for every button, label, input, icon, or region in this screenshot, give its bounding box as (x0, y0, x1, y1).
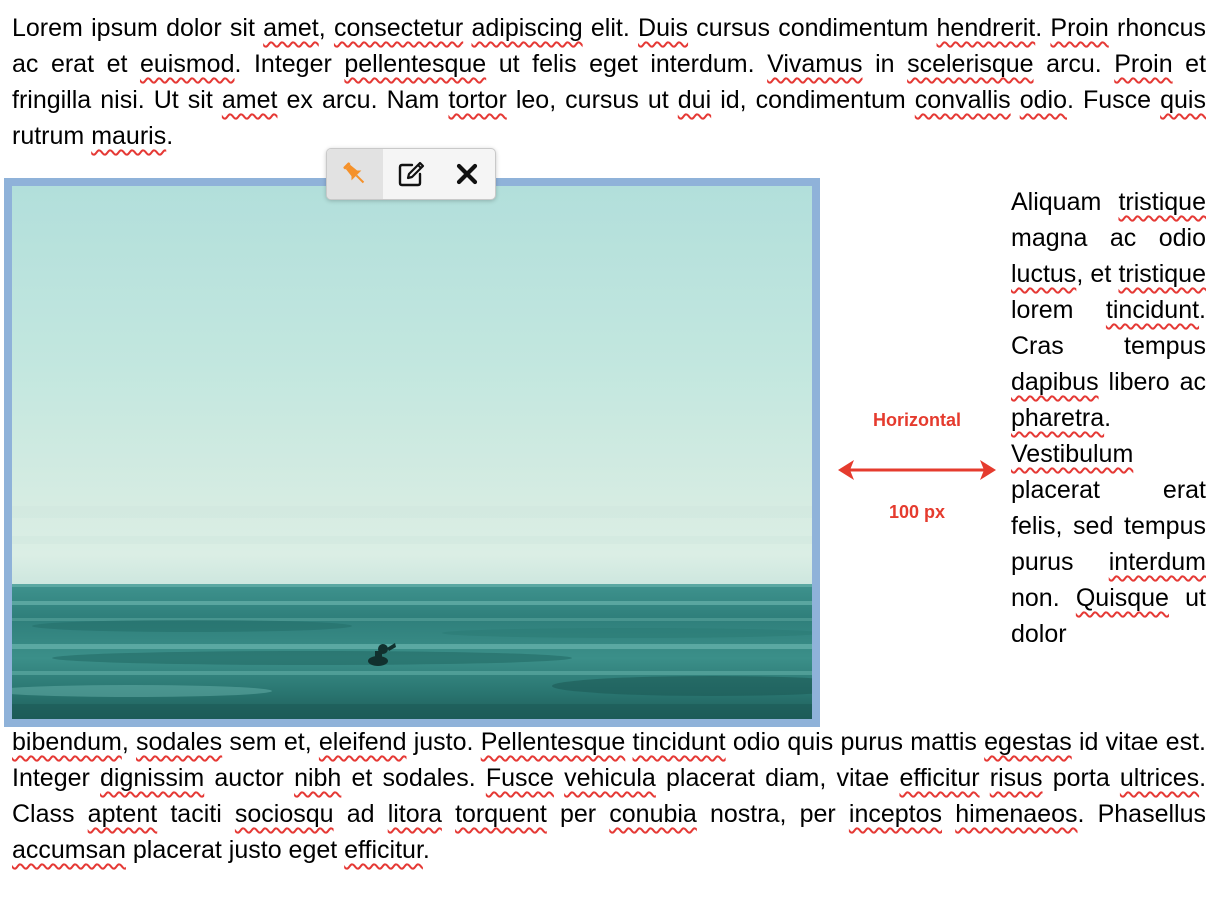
text-run: nostra, per (696, 800, 849, 828)
text-run: in (862, 50, 908, 78)
misspelled-word: interdum (1108, 548, 1206, 576)
text-run: porta (1042, 764, 1120, 792)
misspelled-word: pharetra (1011, 404, 1105, 432)
misspelled-word: dui (677, 86, 712, 114)
text-run: . (166, 122, 174, 150)
misspelled-word: luctus (1011, 260, 1077, 288)
text-run: justo. (406, 728, 481, 756)
text-run: rutrum (12, 122, 92, 150)
pin-button[interactable] (327, 149, 383, 199)
misspelled-word: dapibus (1011, 368, 1099, 396)
misspelled-word: amet (263, 14, 319, 42)
text-run (625, 728, 632, 756)
annotation-value: 100 px (888, 502, 946, 522)
misspelled-word: himenaeos (955, 800, 1078, 828)
text-run: placerat justo eget (125, 836, 345, 864)
misspelled-word: tristique (1118, 260, 1206, 288)
text-run: arcu. (1033, 50, 1115, 78)
misspelled-word: accumsan (12, 836, 126, 864)
misspelled-word: quis (1160, 86, 1206, 114)
misspelled-word: conubia (609, 800, 697, 828)
text-run: , et (1076, 260, 1119, 288)
misspelled-word: mauris (91, 122, 167, 150)
misspelled-word: consectetur (333, 14, 464, 42)
text-run: Lorem (12, 14, 92, 42)
misspelled-word: tincidunt (1105, 296, 1200, 324)
image-toolbar (326, 148, 496, 200)
text-run: placerat diam, vitae (655, 764, 900, 792)
misspelled-word: Quisque (1075, 584, 1169, 612)
misspelled-word: torquent (455, 800, 547, 828)
text-run: lorem (1011, 296, 1106, 324)
text-run: . (1035, 14, 1051, 42)
text-run: Aliquam (1011, 188, 1119, 216)
double-arrow-icon (834, 456, 1000, 484)
edit-icon (396, 159, 426, 189)
misspelled-word: adipiscing (471, 14, 583, 42)
misspelled-word: odio (1019, 86, 1067, 114)
text-run (980, 764, 990, 792)
text-run: leo, cursus ut (506, 86, 678, 114)
text-run (942, 800, 955, 828)
text-run: . Class (12, 764, 1207, 828)
text-run: ut felis eget interdum. (486, 50, 768, 78)
annotation-label: Horizontal (873, 410, 961, 430)
paragraph-side-wrap (1011, 184, 1206, 652)
paragraph-bottom (12, 724, 1206, 868)
text-run (554, 764, 564, 792)
text-run: . (422, 836, 430, 864)
misspelled-word: inceptos (848, 800, 943, 828)
text-run: ipsum (91, 14, 167, 42)
misspelled-word: Vivamus (767, 50, 863, 78)
misspelled-word: efficitur (899, 764, 980, 792)
remove-button[interactable] (439, 149, 495, 199)
text-run: id vitae est. Integer (12, 728, 1206, 792)
text-run: dolor (166, 14, 230, 42)
selected-image-frame[interactable] (4, 178, 820, 727)
misspelled-word: Proin (1050, 14, 1109, 42)
misspelled-word: convallis (914, 86, 1011, 114)
text-run: cursus condimentum (688, 14, 937, 42)
misspelled-word: Vestibulum (1011, 440, 1134, 468)
misspelled-word: euismod (139, 50, 235, 78)
misspelled-word: Duis (638, 14, 689, 42)
misspelled-word: egestas (984, 728, 1072, 756)
misspelled-word: ultrices (1119, 764, 1200, 792)
text-run: , (318, 14, 334, 42)
misspelled-word: dignissim (100, 764, 205, 792)
text-run: sem et, (222, 728, 319, 756)
text-run: . Phasellus (1077, 800, 1207, 828)
text-run: . Cras tempus (1011, 296, 1206, 360)
text-run (442, 800, 455, 828)
misspelled-word: litora (387, 800, 442, 828)
text-run: elit. (582, 14, 639, 42)
misspelled-word: bibendum (12, 728, 122, 756)
ocean-image[interactable] (12, 186, 812, 719)
text-run: magna ac odio (1011, 224, 1206, 252)
text-run: non. (1011, 584, 1076, 612)
text-run: sit (229, 14, 264, 42)
text-run: per (546, 800, 610, 828)
text-run: ad (333, 800, 388, 828)
misspelled-word: nibh (294, 764, 342, 792)
text-run: et sodales. (341, 764, 486, 792)
edit-button[interactable] (383, 149, 439, 199)
text-run: , (121, 728, 136, 756)
misspelled-word: eleifend (318, 728, 407, 756)
text-run: placerat erat felis, sed tempus purus (1011, 476, 1206, 576)
close-icon (454, 161, 480, 187)
misspelled-word: risus (989, 764, 1043, 792)
text-run: libero ac (1098, 368, 1206, 396)
misspelled-word: sociosqu (234, 800, 334, 828)
text-run: . Fusce (1066, 86, 1161, 114)
misspelled-word: aptent (87, 800, 158, 828)
text-run: ut dolor (1011, 584, 1206, 648)
misspelled-word: hendrerit (936, 14, 1036, 42)
misspelled-word: tortor (448, 86, 507, 114)
text-run: . Integer (234, 50, 345, 78)
misspelled-word: sodales (136, 728, 223, 756)
misspelled-word: tincidunt (632, 728, 726, 756)
misspelled-word: vehicula (564, 764, 656, 792)
misspelled-word: tristique (1118, 188, 1206, 216)
paragraph-top (12, 10, 1206, 154)
misspelled-word: scelerisque (907, 50, 1034, 78)
text-run: id, condimentum (711, 86, 915, 114)
misspelled-word: Pellentesque (480, 728, 626, 756)
text-run (1011, 86, 1020, 114)
pushpin-icon (340, 159, 370, 189)
misspelled-word: Fusce (485, 764, 554, 792)
text-run: rhoncus ac erat et (12, 14, 1206, 78)
text-run: auctor (204, 764, 295, 792)
misspelled-word: amet (221, 86, 278, 114)
text-run: taciti (157, 800, 235, 828)
text-run: ex arcu. Nam (277, 86, 449, 114)
text-run: et fringilla nisi. Ut sit (12, 50, 1207, 114)
misspelled-word: Proin (1114, 50, 1173, 78)
misspelled-word: efficitur (344, 836, 423, 864)
text-run: odio quis purus mattis (725, 728, 985, 756)
text-run: . (1104, 404, 1112, 432)
misspelled-word: pellentesque (344, 50, 487, 78)
